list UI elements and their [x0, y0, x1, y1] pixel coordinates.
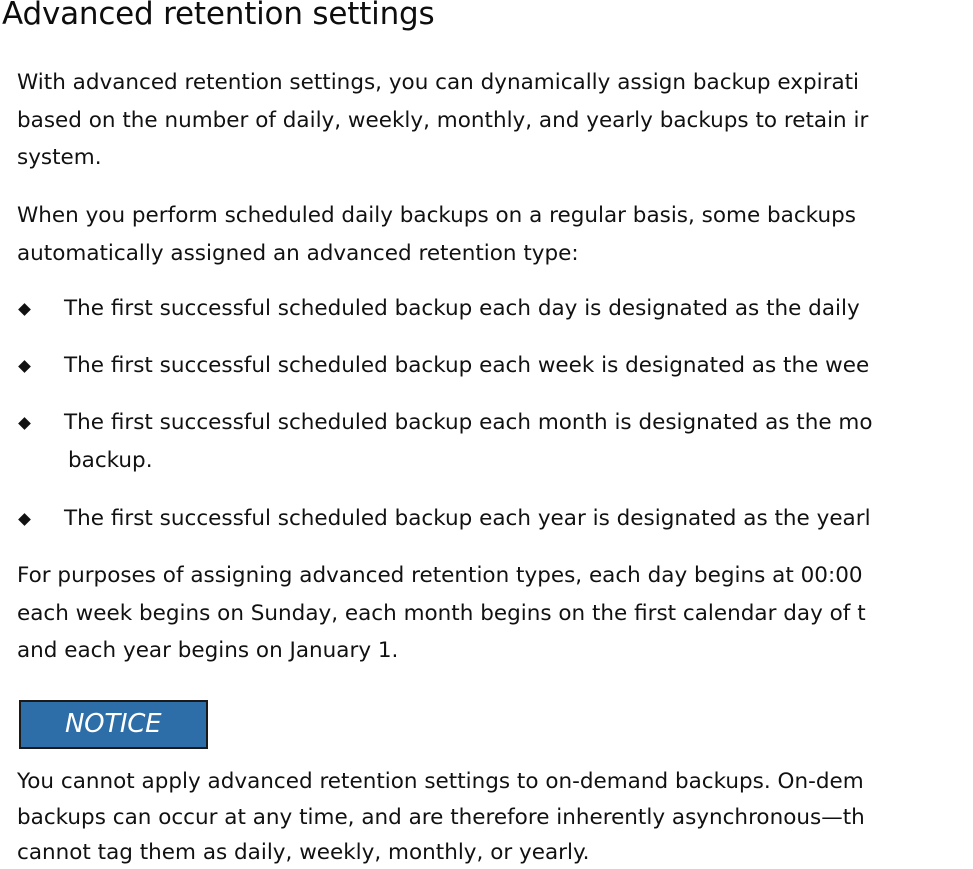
list-item-line: The first successful scheduled backup each month is designated as the mo — [64, 410, 873, 435]
intro-line: system. — [17, 145, 102, 170]
intro-line: With advanced retention settings, you can dynamically assign backup expirati — [17, 70, 860, 95]
purposes-line: For purposes of assigning advanced retention types, each day begins at 00:00 — [17, 563, 863, 588]
notice-paragraph — [17, 764, 865, 869]
notice-label: NOTICE — [65, 709, 162, 739]
list-item-line: The first successful scheduled backup each week is designated as the wee — [64, 353, 870, 378]
purposes-paragraph — [17, 557, 866, 670]
list-item-line: The first successful scheduled backup each year is designated as the yearl — [64, 506, 871, 531]
diamond-bullet-icon — [18, 360, 31, 373]
intro-paragraph — [17, 64, 868, 177]
scheduled-paragraph — [17, 197, 856, 272]
diamond-bullet-icon — [18, 513, 31, 526]
page-title: Advanced retention settings — [2, 0, 435, 32]
purposes-line: each week begins on Sunday, each month begins on the first calendar day of t — [17, 600, 866, 626]
list-item-line: The first successful scheduled backup each day is designated as the daily — [64, 296, 860, 321]
list-item-text — [64, 404, 873, 479]
diamond-bullet-icon — [18, 417, 31, 430]
scheduled-line: automatically assigned an advanced retention type: — [17, 240, 579, 266]
notice-line: backups can occur at any time, and are therefore inherently asynchronous—th — [17, 804, 865, 830]
list-item-text — [64, 347, 869, 385]
purposes-line: and each year begins on January 1. — [17, 638, 399, 663]
list-item-text — [64, 290, 860, 328]
notice-line: You cannot apply advanced retention settings to on-demand backups. On-dem — [17, 769, 864, 794]
list-item-line: backup. — [68, 447, 153, 473]
notice-line: cannot tag them as daily, weekly, monthly, or yearly. — [17, 840, 590, 865]
list-item-text — [64, 500, 871, 538]
scheduled-line: When you perform scheduled daily backups on a regular basis, some backups — [17, 203, 856, 228]
notice-badge — [19, 700, 208, 749]
diamond-bullet-icon — [18, 303, 31, 316]
intro-line: based on the number of daily, weekly, monthly, and yearly backups to retain ir — [17, 107, 869, 133]
